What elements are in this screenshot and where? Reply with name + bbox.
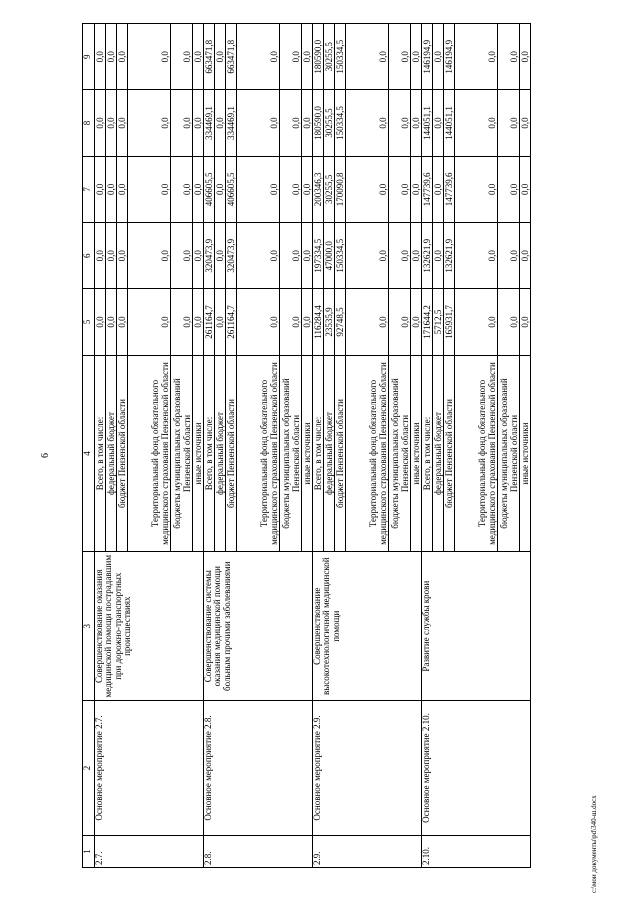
table-row (204, 24, 215, 868)
amount-cell: 0,0 (193, 24, 204, 90)
amount-cell: 0,0 (455, 24, 498, 90)
amount-cell: 0,0 (389, 289, 411, 355)
column-header: 3 (83, 552, 95, 701)
amount-cell: 150334,5 (335, 223, 346, 289)
event-description: Совершенствование оказания медицинской помощи пострадавшим при дорожно-транспортных происшествиях (95, 552, 204, 701)
amount-cell: 0,0 (95, 156, 106, 222)
amount-cell: 0,0 (520, 156, 531, 222)
funding-source: федеральный бюджет (324, 355, 335, 552)
amount-cell: 0,0 (128, 289, 171, 355)
funding-source: бюджет Пензенской области (444, 355, 455, 552)
event-name: Основное мероприятие 2.10. (422, 701, 531, 836)
amount-cell: 30255,5 (324, 90, 335, 156)
amount-cell: 261164,7 (204, 289, 215, 355)
amount-cell: 0,0 (106, 24, 117, 90)
amount-cell: 0,0 (302, 90, 313, 156)
amount-cell: 0,0 (215, 223, 226, 289)
amount-cell: 0,0 (389, 223, 411, 289)
amount-cell: 0,0 (389, 24, 411, 90)
amount-cell: 0,0 (215, 156, 226, 222)
amount-cell: 0,0 (280, 90, 302, 156)
amount-cell: 0,0 (455, 223, 498, 289)
amount-cell: 0,0 (280, 156, 302, 222)
amount-cell: 0,0 (128, 223, 171, 289)
table-body (95, 24, 531, 868)
amount-cell: 0,0 (389, 90, 411, 156)
amount-cell: 0,0 (95, 90, 106, 156)
amount-cell: 663471,8 (226, 24, 237, 90)
funding-source: федеральный бюджет (106, 355, 117, 552)
amount-cell: 0,0 (117, 223, 128, 289)
amount-cell: 663471,8 (204, 24, 215, 90)
amount-cell: 334469,1 (226, 90, 237, 156)
amount-cell: 0,0 (128, 24, 171, 90)
header-row (83, 24, 95, 868)
amount-cell: 0,0 (193, 90, 204, 156)
amount-cell: 0,0 (346, 289, 389, 355)
funding-source: федеральный бюджет (215, 355, 226, 552)
funding-source: бюджеты муниципальных образований Пензенской области (171, 355, 193, 552)
amount-cell: 0,0 (215, 24, 226, 90)
event-name: Основное мероприятие 2.9. (313, 701, 422, 836)
amount-cell: 0,0 (302, 156, 313, 222)
amount-cell: 146194,9 (422, 24, 433, 90)
funding-source: Территориальный фонд обязательного медицинского страхования Пензенской области (128, 355, 171, 552)
amount-cell: 0,0 (411, 24, 422, 90)
funding-source: Территориальный фонд обязательного медицинского страхования Пензенской области (237, 355, 280, 552)
amount-cell: 0,0 (498, 156, 520, 222)
amount-cell: 320473,9 (204, 223, 215, 289)
amount-cell: 0,0 (411, 156, 422, 222)
table-row (313, 24, 324, 868)
amount-cell: 180590,0 (313, 90, 324, 156)
event-code: 2.8. (204, 835, 313, 867)
amount-cell: 0,0 (455, 289, 498, 355)
amount-cell: 0,0 (455, 156, 498, 222)
amount-cell: 406605,5 (226, 156, 237, 222)
funding-source: бюджеты муниципальных образований Пензенской области (498, 355, 520, 552)
amount-cell: 47000,0 (324, 223, 335, 289)
amount-cell: 0,0 (95, 24, 106, 90)
amount-cell: 0,0 (411, 223, 422, 289)
amount-cell: 0,0 (498, 223, 520, 289)
funding-source: Всего, в том числе: (204, 355, 215, 552)
amount-cell: 0,0 (106, 90, 117, 156)
amount-cell: 0,0 (117, 289, 128, 355)
column-header: 5 (83, 289, 95, 355)
funding-source: Всего, в том числе: (422, 355, 433, 552)
amount-cell: 0,0 (95, 289, 106, 355)
funding-source: бюджеты муниципальных образований Пензенской области (389, 355, 411, 552)
amount-cell: 197334,5 (313, 223, 324, 289)
amount-cell: 0,0 (106, 156, 117, 222)
funding-source: федеральный бюджет (433, 355, 444, 552)
amount-cell: 171644,2 (422, 289, 433, 355)
funding-source: бюджет Пензенской области (117, 355, 128, 552)
amount-cell: 261164,7 (226, 289, 237, 355)
amount-cell: 0,0 (117, 156, 128, 222)
amount-cell: 0,0 (302, 24, 313, 90)
column-header: 8 (83, 90, 95, 156)
amount-cell: 147739,6 (422, 156, 433, 222)
amount-cell: 0,0 (389, 156, 411, 222)
amount-cell: 0,0 (455, 90, 498, 156)
column-header: 2 (83, 701, 95, 836)
event-description: Развитие службы крови (422, 552, 531, 701)
column-header: 9 (83, 24, 95, 90)
event-code: 2.7. (95, 835, 204, 867)
amount-cell: 0,0 (95, 223, 106, 289)
amount-cell: 0,0 (106, 289, 117, 355)
amount-cell: 0,0 (215, 90, 226, 156)
amount-cell: 30255,5 (324, 24, 335, 90)
amount-cell: 165931,7 (444, 289, 455, 355)
amount-cell: 0,0 (237, 289, 280, 355)
amount-cell: 0,0 (302, 289, 313, 355)
event-code: 2.10. (422, 835, 531, 867)
amount-cell: 0,0 (346, 223, 389, 289)
amount-cell: 146194,9 (444, 24, 455, 90)
amount-cell: 23535,9 (324, 289, 335, 355)
amount-cell: 0,0 (302, 223, 313, 289)
amount-cell: 0,0 (215, 289, 226, 355)
amount-cell: 0,0 (280, 24, 302, 90)
column-header: 6 (83, 223, 95, 289)
amount-cell: 144051,1 (422, 90, 433, 156)
page-number: 6 (40, 453, 51, 458)
rotated-page (82, 23, 577, 868)
amount-cell: 320473,9 (226, 223, 237, 289)
amount-cell: 200346,3 (313, 156, 324, 222)
amount-cell: 0,0 (171, 156, 193, 222)
amount-cell: 0,0 (117, 90, 128, 156)
amount-cell: 30255,5 (324, 156, 335, 222)
amount-cell: 334469,1 (204, 90, 215, 156)
amount-cell: 180590,0 (313, 24, 324, 90)
funding-source: бюджет Пензенской области (335, 355, 346, 552)
funding-source: Территориальный фонд обязательного медицинского страхования Пензенской области (455, 355, 498, 552)
amount-cell: 0,0 (128, 156, 171, 222)
amount-cell: 0,0 (193, 223, 204, 289)
amount-cell: 0,0 (237, 156, 280, 222)
column-header: 4 (83, 355, 95, 552)
amount-cell: 0,0 (193, 289, 204, 355)
amount-cell: 0,0 (346, 90, 389, 156)
funding-source: бюджеты муниципальных образований Пензенской области (280, 355, 302, 552)
amount-cell: 147739,6 (444, 156, 455, 222)
table-row (422, 24, 433, 868)
amount-cell: 0,0 (433, 90, 444, 156)
footer-file-path: c:\мои документы\pd\340-ш.docx (590, 795, 598, 893)
amount-cell: 0,0 (346, 156, 389, 222)
amount-cell: 0,0 (433, 156, 444, 222)
amount-cell: 0,0 (520, 90, 531, 156)
amount-cell: 132621,9 (444, 223, 455, 289)
amount-cell: 0,0 (237, 223, 280, 289)
amount-cell: 150334,5 (335, 24, 346, 90)
amount-cell: 0,0 (346, 24, 389, 90)
financing-table (82, 23, 531, 868)
event-description: Совершенствование высокотехнологичной медицинской помощи (313, 552, 422, 701)
amount-cell: 5712,5 (433, 289, 444, 355)
amount-cell: 0,0 (498, 24, 520, 90)
funding-source: иные источники (302, 355, 313, 552)
amount-cell: 0,0 (498, 90, 520, 156)
amount-cell: 0,0 (433, 24, 444, 90)
amount-cell: 0,0 (237, 24, 280, 90)
table-row (95, 24, 106, 868)
amount-cell: 0,0 (237, 90, 280, 156)
amount-cell: 170090,8 (335, 156, 346, 222)
amount-cell: 0,0 (520, 289, 531, 355)
amount-cell: 0,0 (411, 289, 422, 355)
funding-source: иные источники (520, 355, 531, 552)
amount-cell: 0,0 (520, 24, 531, 90)
amount-cell: 0,0 (498, 289, 520, 355)
amount-cell: 0,0 (171, 24, 193, 90)
amount-cell: 0,0 (171, 90, 193, 156)
amount-cell: 0,0 (117, 24, 128, 90)
column-header: 7 (83, 156, 95, 222)
amount-cell: 0,0 (520, 223, 531, 289)
funding-source: иные источники (411, 355, 422, 552)
amount-cell: 0,0 (128, 90, 171, 156)
column-header: 1 (83, 835, 95, 867)
amount-cell: 92748,5 (335, 289, 346, 355)
amount-cell: 150334,5 (335, 90, 346, 156)
funding-source: Территориальный фонд обязательного медицинского страхования Пензенской области (346, 355, 389, 552)
amount-cell: 0,0 (280, 289, 302, 355)
amount-cell: 0,0 (411, 90, 422, 156)
amount-cell: 0,0 (193, 156, 204, 222)
amount-cell: 0,0 (171, 223, 193, 289)
funding-source: Всего, в том числе: (95, 355, 106, 552)
event-name: Основное мероприятие 2.7. (95, 701, 204, 836)
amount-cell: 0,0 (280, 223, 302, 289)
funding-source: бюджет Пензенской области (226, 355, 237, 552)
amount-cell: 0,0 (106, 223, 117, 289)
amount-cell: 144051,1 (444, 90, 455, 156)
event-description: Совершенствование системы оказания медицинской помощи больным прочими заболеваниями (204, 552, 313, 701)
funding-source: иные источники (193, 355, 204, 552)
funding-source: Всего, в том числе: (313, 355, 324, 552)
amount-cell: 0,0 (171, 289, 193, 355)
amount-cell: 132621,9 (422, 223, 433, 289)
event-name: Основное мероприятие 2.8. (204, 701, 313, 836)
event-code: 2.9. (313, 835, 422, 867)
amount-cell: 406605,5 (204, 156, 215, 222)
amount-cell: 116284,4 (313, 289, 324, 355)
amount-cell: 0,0 (433, 223, 444, 289)
